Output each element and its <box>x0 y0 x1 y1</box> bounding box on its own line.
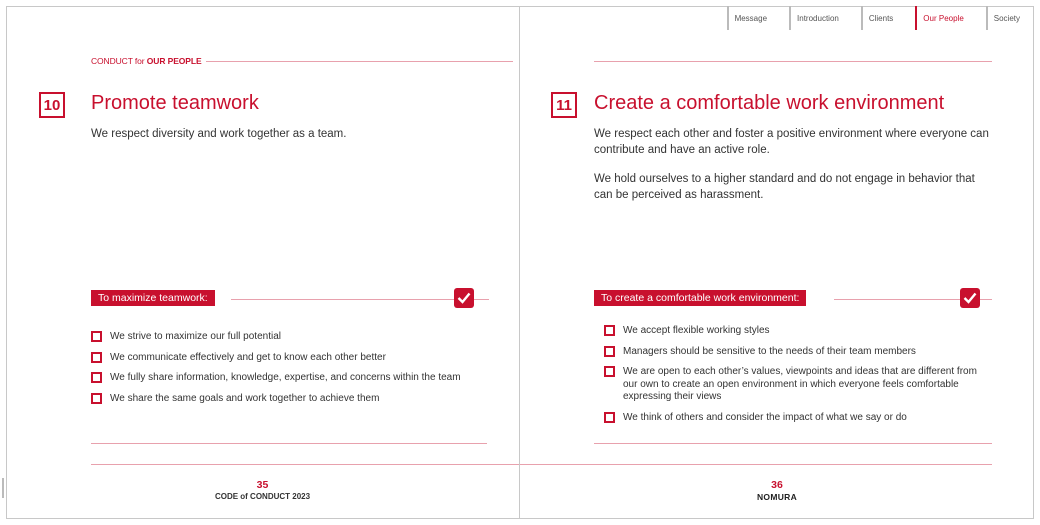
page-number: 36 <box>771 479 783 491</box>
list-item: We think of others and consider the impact of what we say or do <box>604 412 989 425</box>
intro-paragraph: We respect each other and foster a positive environment where everyone can contribute and have an active role. <box>594 128 989 156</box>
page-title: Promote teamwork <box>91 92 259 114</box>
callout-header <box>91 288 489 308</box>
list-bottom-rule <box>91 443 487 444</box>
checkmark-icon <box>454 288 474 308</box>
list-item: We are open to each other’s values, viewpoints and ideas that are different from our own to create an open environment in which everyone feels comfortable expressing their views <box>604 366 989 404</box>
checkbox-square-icon <box>91 372 102 383</box>
footer-rule <box>91 464 519 465</box>
left-page <box>6 6 519 519</box>
callout-header <box>594 288 992 308</box>
footer-title: CODE of CONDUCT 2023 <box>214 492 311 501</box>
list-bottom-rule <box>594 443 992 444</box>
callout-label: To maximize teamwork: <box>91 290 215 306</box>
checkbox-square-icon <box>91 331 102 342</box>
checkbox-square-icon <box>91 352 102 363</box>
list-item: We communicate effectively and get to know each other better <box>91 352 481 365</box>
list-item: We fully share information, knowledge, expertise, and concerns within the team <box>91 372 481 385</box>
left-edge-marker <box>2 478 4 498</box>
intro-paragraph: We respect diversity and work together as a team. <box>91 128 347 140</box>
header-rule <box>206 61 513 62</box>
nav-tabs <box>715 6 1030 30</box>
section-number-11: 11 <box>551 92 577 118</box>
tab-our-people[interactable]: Our People <box>915 6 973 30</box>
tab-society[interactable]: Society <box>986 6 1030 30</box>
nomura-logo: NOMURA <box>756 492 798 502</box>
checkbox-square-icon <box>604 412 615 423</box>
section-header <box>91 56 202 66</box>
section-number-10: 10 <box>39 92 65 118</box>
footer-rule <box>520 464 992 465</box>
header-rule <box>594 61 992 62</box>
list-item: We accept flexible working styles <box>604 325 989 338</box>
list-item: We strive to maximize our full potential <box>91 331 481 344</box>
callout-label: To create a comfortable work environment: <box>594 290 806 306</box>
page-title: Create a comfortable work environment <box>594 92 945 114</box>
checkbox-square-icon <box>604 325 615 336</box>
list-item: Managers should be sensitive to the needs of their team members <box>604 346 989 359</box>
checkmark-icon <box>960 288 980 308</box>
checkbox-square-icon <box>91 393 102 404</box>
checkbox-square-icon <box>604 346 615 357</box>
tab-message[interactable]: Message <box>727 6 777 30</box>
environment-list <box>604 325 989 432</box>
teamwork-list <box>91 331 481 413</box>
tab-introduction[interactable]: Introduction <box>789 6 849 30</box>
page-number: 35 <box>256 479 269 491</box>
tab-clients[interactable]: Clients <box>861 6 903 30</box>
callout-rule <box>231 299 489 300</box>
section-header-prefix: CONDUCT for <box>91 56 147 66</box>
section-header-bold: OUR PEOPLE <box>146 56 202 66</box>
list-item: We share the same goals and work together to achieve them <box>91 393 481 406</box>
right-page <box>520 6 1034 519</box>
harassment-paragraph: We hold ourselves to a higher standard and do not engage in behavior that can be perceived as harassment. <box>594 173 975 201</box>
checkbox-square-icon <box>604 366 615 377</box>
